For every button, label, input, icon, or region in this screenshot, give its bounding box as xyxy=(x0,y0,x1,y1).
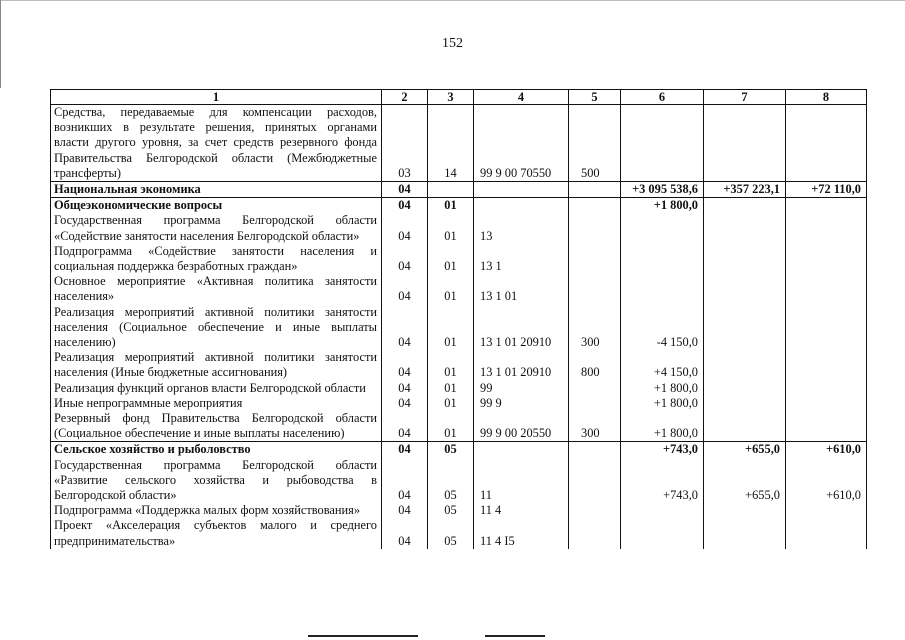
section-code-cell: 04 xyxy=(382,381,428,396)
section-code-cell: 04 xyxy=(382,274,428,304)
amount-col8-cell xyxy=(786,396,867,411)
amount-col8-cell xyxy=(786,274,867,304)
amount-col7-cell xyxy=(704,396,786,411)
column-header: 6 xyxy=(621,90,704,105)
subsection-code-cell: 01 xyxy=(428,244,474,274)
target-article-cell: 13 1 01 xyxy=(474,274,569,304)
table-row xyxy=(51,274,867,304)
budget-table xyxy=(50,89,867,549)
amount-col7-cell xyxy=(704,411,786,442)
target-article-cell xyxy=(474,198,569,214)
target-article-cell: 99 9 00 70550 xyxy=(474,105,569,182)
amount-col6-cell: -4 150,0 xyxy=(621,305,704,351)
table-row xyxy=(51,213,867,243)
amount-col7-cell: +655,0 xyxy=(704,442,786,458)
table-row xyxy=(51,503,867,518)
section-code-cell: 04 xyxy=(382,198,428,214)
expense-type-cell: 500 xyxy=(569,105,621,182)
section-code-cell: 04 xyxy=(382,442,428,458)
amount-col8-cell xyxy=(786,198,867,214)
row-name-cell: Сельское хозяйство и рыболовство xyxy=(51,442,382,458)
column-header: 1 xyxy=(51,90,382,105)
table-row xyxy=(51,305,867,351)
expense-type-cell xyxy=(569,213,621,243)
amount-col7-cell xyxy=(704,244,786,274)
amount-col7-cell xyxy=(704,518,786,548)
amount-col6-cell: +3 095 538,6 xyxy=(621,182,704,198)
expense-type-cell xyxy=(569,518,621,548)
amount-col8-cell xyxy=(786,518,867,548)
expense-type-cell xyxy=(569,381,621,396)
amount-col6-cell xyxy=(621,518,704,548)
subsection-code-cell: 01 xyxy=(428,381,474,396)
amount-col8-cell xyxy=(786,305,867,351)
subsection-code-cell: 01 xyxy=(428,350,474,380)
subsection-code-cell: 01 xyxy=(428,305,474,351)
amount-col7-cell: +655,0 xyxy=(704,458,786,504)
amount-col8-cell xyxy=(786,503,867,518)
amount-col6-cell: +1 800,0 xyxy=(621,411,704,442)
target-article-cell xyxy=(474,442,569,458)
amount-col7-cell xyxy=(704,105,786,182)
table-row-section xyxy=(51,182,867,198)
row-name-cell: Основное мероприятие «Активная политика занятости населения» xyxy=(51,274,382,304)
amount-col8-cell xyxy=(786,411,867,442)
subsection-code-cell: 05 xyxy=(428,458,474,504)
column-header: 8 xyxy=(786,90,867,105)
scan-edge-top xyxy=(0,0,905,1)
amount-col6-cell: +4 150,0 xyxy=(621,350,704,380)
target-article-cell xyxy=(474,182,569,198)
column-header: 5 xyxy=(569,90,621,105)
expense-type-cell xyxy=(569,274,621,304)
table-row xyxy=(51,458,867,504)
bottom-scan-mark xyxy=(485,635,545,637)
amount-col8-cell xyxy=(786,105,867,182)
amount-col7-cell xyxy=(704,198,786,214)
amount-col8-cell: +610,0 xyxy=(786,442,867,458)
section-code-cell: 04 xyxy=(382,458,428,504)
subsection-code-cell: 05 xyxy=(428,518,474,548)
subsection-code-cell: 14 xyxy=(428,105,474,182)
amount-col6-cell: +743,0 xyxy=(621,458,704,504)
amount-col7-cell xyxy=(704,381,786,396)
expense-type-cell: 300 xyxy=(569,305,621,351)
column-header: 4 xyxy=(474,90,569,105)
amount-col7-cell xyxy=(704,213,786,243)
amount-col6-cell xyxy=(621,213,704,243)
section-code-cell: 04 xyxy=(382,503,428,518)
amount-col7-cell xyxy=(704,274,786,304)
row-name-cell: Иные непрограммные мероприятия xyxy=(51,396,382,411)
subsection-code-cell: 01 xyxy=(428,198,474,214)
expense-type-cell xyxy=(569,396,621,411)
section-code-cell: 04 xyxy=(382,411,428,442)
section-code-cell: 03 xyxy=(382,105,428,182)
target-article-cell: 99 xyxy=(474,381,569,396)
section-code-cell: 04 xyxy=(382,518,428,548)
target-article-cell: 13 1 01 20910 xyxy=(474,305,569,351)
column-header: 3 xyxy=(428,90,474,105)
row-name-cell: Средства, передаваемые для компенсации расходов, возникших в результате решения, принятых органами власти другого уровня, за счет средств резервного фонда Правительства Белгородской области (Межбюджетные трансферты) xyxy=(51,105,382,182)
bottom-scan-mark xyxy=(308,635,418,637)
amount-col7-cell xyxy=(704,503,786,518)
table-row xyxy=(51,396,867,411)
row-name-cell: Национальная экономика xyxy=(51,182,382,198)
amount-col6-cell: +1 800,0 xyxy=(621,381,704,396)
amount-col8-cell xyxy=(786,244,867,274)
amount-col7-cell xyxy=(704,305,786,351)
table-row-section xyxy=(51,442,867,458)
table-row xyxy=(51,411,867,442)
row-name-cell: Резервный фонд Правительства Белгородской области (Социальное обеспечение и иные выплаты населению) xyxy=(51,411,382,442)
column-header: 7 xyxy=(704,90,786,105)
amount-col8-cell: +72 110,0 xyxy=(786,182,867,198)
subsection-code-cell: 01 xyxy=(428,411,474,442)
amount-col8-cell xyxy=(786,350,867,380)
target-article-cell: 99 9 xyxy=(474,396,569,411)
table-row-section xyxy=(51,198,867,214)
target-article-cell: 11 xyxy=(474,458,569,504)
amount-col7-cell xyxy=(704,350,786,380)
amount-col6-cell xyxy=(621,105,704,182)
expense-type-cell xyxy=(569,198,621,214)
table-row xyxy=(51,350,867,380)
section-code-cell: 04 xyxy=(382,182,428,198)
row-name-cell: Реализация мероприятий активной политики занятости населения (Социальное обеспечение и иные выплаты населению) xyxy=(51,305,382,351)
row-name-cell: Общеэкономические вопросы xyxy=(51,198,382,214)
target-article-cell: 13 1 xyxy=(474,244,569,274)
section-code-cell: 04 xyxy=(382,244,428,274)
target-article-cell: 99 9 00 20550 xyxy=(474,411,569,442)
table-row xyxy=(51,244,867,274)
amount-col6-cell xyxy=(621,244,704,274)
amount-col8-cell xyxy=(786,381,867,396)
subsection-code-cell: 01 xyxy=(428,396,474,411)
expense-type-cell: 300 xyxy=(569,411,621,442)
table-row xyxy=(51,105,867,182)
amount-col8-cell xyxy=(786,213,867,243)
header-row xyxy=(51,90,867,105)
target-article-cell: 11 4 xyxy=(474,503,569,518)
row-name-cell: Реализация мероприятий активной политики занятости населения (Иные бюджетные ассигнования) xyxy=(51,350,382,380)
target-article-cell: 13 xyxy=(474,213,569,243)
amount-col7-cell: +357 223,1 xyxy=(704,182,786,198)
section-code-cell: 04 xyxy=(382,396,428,411)
row-name-cell: Проект «Акселерация субъектов малого и среднего предпринимательства» xyxy=(51,518,382,548)
amount-col6-cell xyxy=(621,503,704,518)
row-name-cell: Государственная программа Белгородской области «Развитие сельского хозяйства и рыбоводства в Белгородской области» xyxy=(51,458,382,504)
table-row xyxy=(51,381,867,396)
expense-type-cell xyxy=(569,442,621,458)
subsection-code-cell: 01 xyxy=(428,213,474,243)
budget-table-body xyxy=(51,90,867,549)
subsection-code-cell xyxy=(428,182,474,198)
row-name-cell: Подпрограмма «Содействие занятости населения и социальная поддержка безработных граждан» xyxy=(51,244,382,274)
row-name-cell: Подпрограмма «Поддержка малых форм хозяйствования» xyxy=(51,503,382,518)
subsection-code-cell: 05 xyxy=(428,442,474,458)
expense-type-cell xyxy=(569,458,621,504)
row-name-cell: Реализация функций органов власти Белгородской области xyxy=(51,381,382,396)
amount-col6-cell: +743,0 xyxy=(621,442,704,458)
expense-type-cell xyxy=(569,182,621,198)
expense-type-cell xyxy=(569,244,621,274)
column-header: 2 xyxy=(382,90,428,105)
section-code-cell: 04 xyxy=(382,305,428,351)
amount-col6-cell: +1 800,0 xyxy=(621,396,704,411)
expense-type-cell xyxy=(569,503,621,518)
section-code-cell: 04 xyxy=(382,350,428,380)
subsection-code-cell: 05 xyxy=(428,503,474,518)
table-row xyxy=(51,518,867,548)
amount-col6-cell: +1 800,0 xyxy=(621,198,704,214)
target-article-cell: 13 1 01 20910 xyxy=(474,350,569,380)
page-number: 152 xyxy=(442,36,463,51)
row-name-cell: Государственная программа Белгородской области «Содействие занятости населения Белгородской области» xyxy=(51,213,382,243)
subsection-code-cell: 01 xyxy=(428,274,474,304)
amount-col8-cell: +610,0 xyxy=(786,458,867,504)
expense-type-cell: 800 xyxy=(569,350,621,380)
target-article-cell: 11 4 I5 xyxy=(474,518,569,548)
section-code-cell: 04 xyxy=(382,213,428,243)
amount-col6-cell xyxy=(621,274,704,304)
